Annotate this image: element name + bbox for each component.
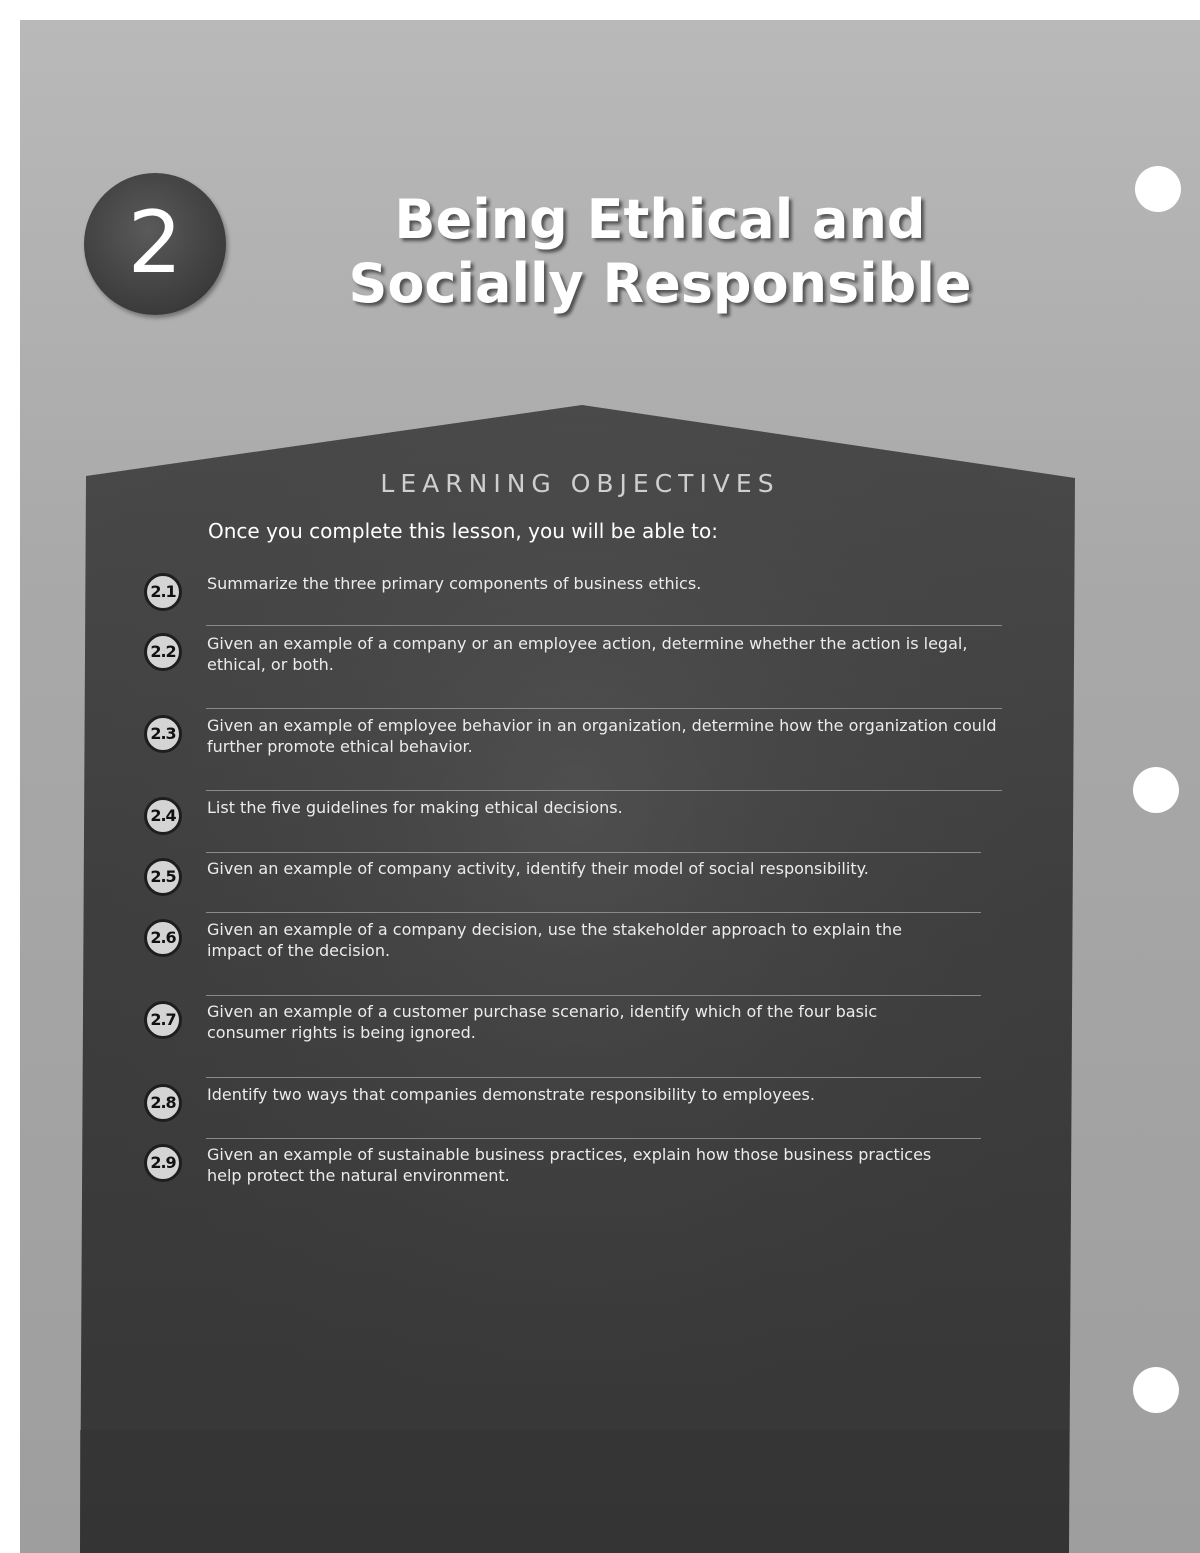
objective-divider bbox=[206, 790, 1002, 791]
objective-number-badge: 2.9 bbox=[144, 1144, 182, 1182]
objective-number-badge: 2.3 bbox=[144, 715, 182, 753]
objective-number-badge: 2.4 bbox=[144, 797, 182, 835]
objective-number-badge: 2.1 bbox=[144, 573, 182, 611]
chapter-number: 2 bbox=[127, 193, 183, 293]
objective-divider bbox=[206, 995, 981, 996]
objective-number-badge: 2.5 bbox=[144, 858, 182, 896]
objective-text: Given an example of a company decision, use the stakeholder approach to explain the impact of the decision. bbox=[207, 920, 902, 960]
objective-divider bbox=[206, 625, 1002, 626]
objective-text: Given an example of sustainable business practices, explain how those business practices help protect the natural environment. bbox=[207, 1145, 932, 1185]
objective-divider bbox=[206, 852, 981, 853]
objectives-intro: Once you complete this lesson, you will be able to: bbox=[208, 519, 718, 543]
objective-text: Identify two ways that companies demonstrate responsibility to employees. bbox=[207, 1085, 815, 1104]
objective-text: Given an example of a company or an employee action, determine whether the action is legal, ethical, or both. bbox=[207, 634, 968, 674]
objective-number-badge: 2.6 bbox=[144, 919, 182, 957]
objective-divider bbox=[206, 912, 981, 913]
objective-text: Summarize the three primary components of business ethics. bbox=[207, 574, 702, 593]
objective-number-badge: 2.7 bbox=[144, 1001, 182, 1039]
objective-text: Given an example of a customer purchase scenario, identify which of the four basic consumer rights is being ignored. bbox=[207, 1002, 878, 1042]
objective-text: List the five guidelines for making ethical decisions. bbox=[207, 798, 623, 817]
objective-divider bbox=[206, 1077, 981, 1078]
objective-divider bbox=[206, 1138, 981, 1139]
objective-number-badge: 2.8 bbox=[144, 1084, 182, 1122]
chapter-title: Being Ethical and Socially Responsible bbox=[348, 188, 972, 315]
objective-number-badge: 2.2 bbox=[144, 633, 182, 671]
objective-text: Given an example of employee behavior in an organization, determine how the organization could further promote ethical behavior. bbox=[207, 716, 997, 756]
objective-text: Given an example of company activity, identify their model of social responsibility. bbox=[207, 859, 869, 878]
learning-objectives-heading: LEARNING OBJECTIVES bbox=[380, 469, 780, 498]
objective-divider bbox=[206, 708, 1002, 709]
